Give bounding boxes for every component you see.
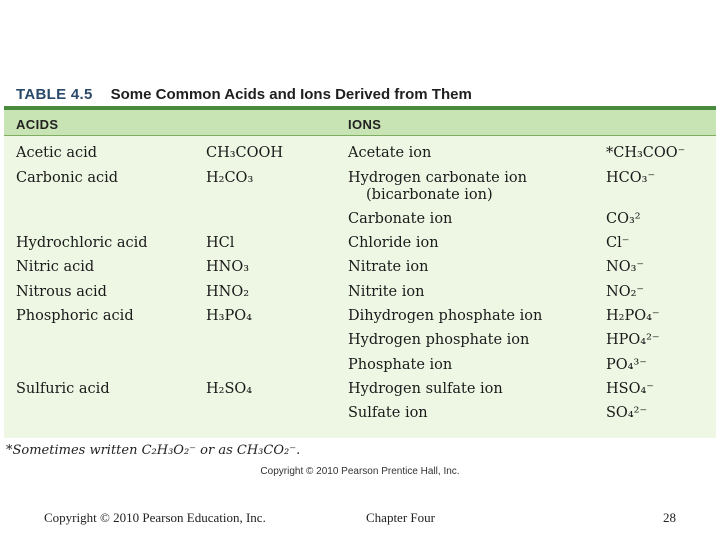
ion-formula: NO₃⁻ <box>606 259 645 275</box>
acid-formula: H₃PO₄ <box>206 308 252 324</box>
ion-name: Hydrogen carbonate ion <box>348 170 528 186</box>
header-acids: ACIDS <box>16 117 59 132</box>
acid-formula: CH₃COOH <box>206 145 284 161</box>
ion-formula: CO₃² <box>606 211 641 227</box>
ion-name: Carbonate ion <box>348 211 453 227</box>
ion-formula: PO₄³⁻ <box>606 357 647 373</box>
acid-formula: HNO₃ <box>206 259 250 275</box>
table-header-row <box>4 110 716 136</box>
ion-formula: NO₂⁻ <box>606 284 645 300</box>
table-caption <box>16 86 472 103</box>
table-number: TABLE 4.5 <box>16 86 93 103</box>
ion-name: Hydrogen phosphate ion <box>348 332 530 348</box>
table-copyright: Copyright © 2010 Pearson Prentice Hall, Inc. <box>260 466 460 477</box>
ion-name: Nitrate ion <box>348 259 429 275</box>
ion-formula: H₂PO₄⁻ <box>606 308 660 324</box>
acid-name: Sulfuric acid <box>16 381 110 397</box>
footer-page-number: 28 <box>663 510 676 525</box>
footer-chapter: Chapter Four <box>366 510 435 525</box>
acid-name: Nitric acid <box>16 259 95 275</box>
ion-formula: SO₄²⁻ <box>606 405 648 421</box>
acid-formula: HNO₂ <box>206 284 250 300</box>
ion-name: Sulfate ion <box>348 405 428 421</box>
ion-name: Dihydrogen phosphate ion <box>348 308 543 324</box>
acid-name: Hydrochloric acid <box>16 235 148 251</box>
acid-name: Nitrous acid <box>16 284 107 300</box>
acid-name: Carbonic acid <box>16 170 119 186</box>
ion-name: Chloride ion <box>348 235 439 251</box>
acids-ions-table <box>4 110 716 438</box>
header-ions: IONS <box>348 117 382 132</box>
footer-copyright: Copyright © 2010 Pearson Education, Inc. <box>44 510 266 525</box>
ion-name: Phosphate ion <box>348 357 453 373</box>
ion-formula: Cl⁻ <box>606 235 630 251</box>
ion-formula: HSO₄⁻ <box>606 381 654 397</box>
ion-formula: HCO₃⁻ <box>606 170 656 186</box>
table-title: Some Common Acids and Ions Derived from Them <box>110 86 472 103</box>
ion-name: Nitrite ion <box>348 284 425 300</box>
ion-formula: HPO₄²⁻ <box>606 332 660 348</box>
acid-formula: H₂CO₃ <box>206 170 254 186</box>
acid-formula: HCl <box>206 235 235 251</box>
table-footnote: *Sometimes written C₂H₃O₂⁻ or as CH₃CO₂⁻. <box>6 443 301 458</box>
acid-name: Acetic acid <box>16 145 98 161</box>
ion-name: (bicarbonate ion) <box>366 187 493 203</box>
ion-formula: *CH₃COO⁻ <box>606 145 686 161</box>
acid-name: Phosphoric acid <box>16 308 134 324</box>
ion-name: Acetate ion <box>348 145 432 161</box>
ion-name: Hydrogen sulfate ion <box>348 381 503 397</box>
acid-formula: H₂SO₄ <box>206 381 253 397</box>
